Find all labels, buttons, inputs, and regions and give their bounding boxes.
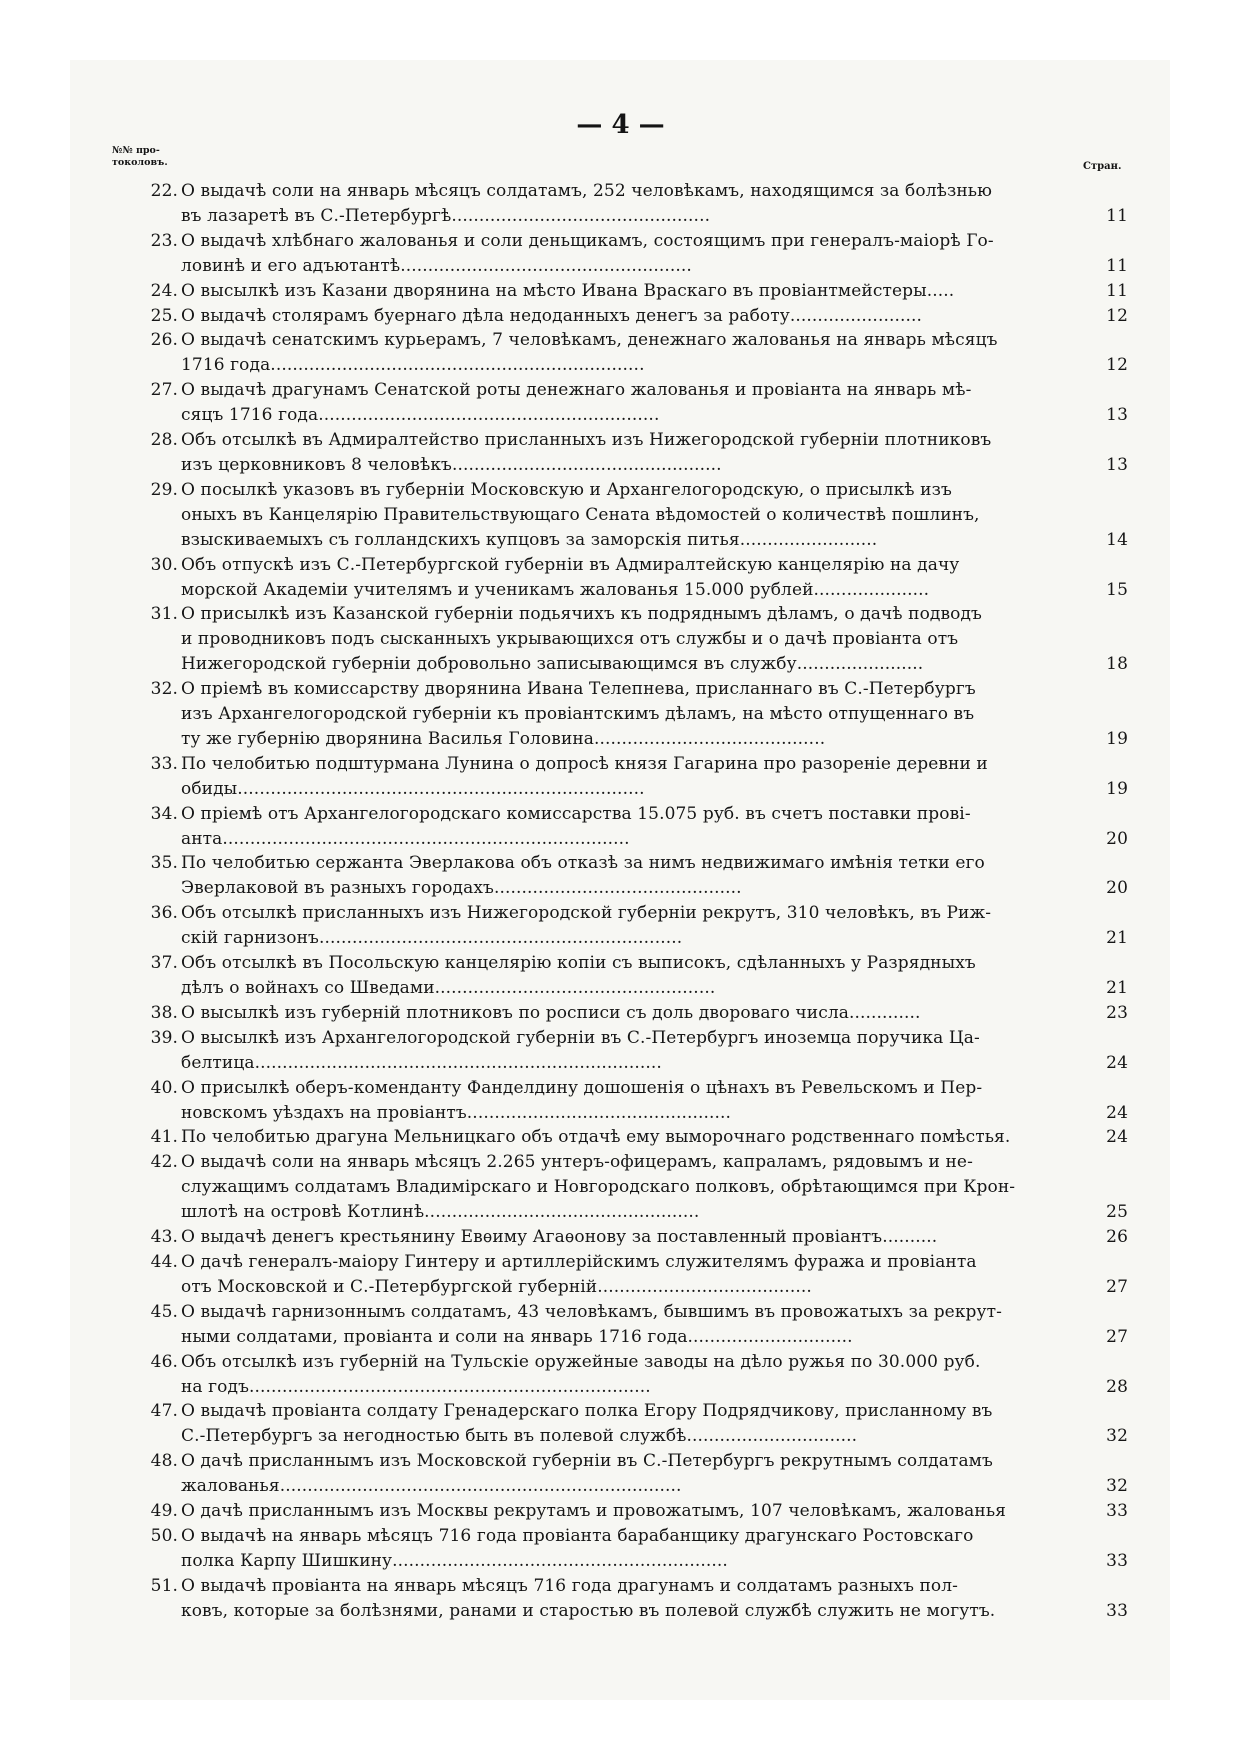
entry-title: О выдачѣ столярамъ буернаго дѣла недоданныхъ денегъ за работу........................ <box>181 305 922 326</box>
protocol-number: 31. <box>150 604 178 625</box>
protocol-number: 34. <box>150 803 178 824</box>
page-reference: 11 <box>1106 205 1128 226</box>
toc-entry <box>128 1076 1128 1126</box>
toc-entry <box>128 1449 1128 1499</box>
entry-title: О выдачѣ провiанта солдату Гренадерскаго полка Егору Подрядчикову, присланному въ С.-Петербургъ за негодностью быть въ полевой службѣ............................... <box>181 1401 993 1447</box>
toc-entry <box>128 1350 1128 1400</box>
page-reference: 21 <box>1106 928 1128 949</box>
page-reference: 13 <box>1106 405 1128 426</box>
page-reference: 24 <box>1106 1052 1128 1073</box>
page-column-header: Стран. <box>1083 161 1122 172</box>
toc-entry <box>128 1026 1128 1076</box>
page-reference: 21 <box>1106 978 1128 998</box>
page-number: — 4 — <box>576 110 665 140</box>
toc-entry <box>128 179 1128 229</box>
entry-title: О выдачѣ соли на январь мѣсяцъ 2.265 унтеръ-офицерамъ, капраламъ, рядовымъ и не- служащимъ солдатамъ Владимiрскаго и Новгородскаго полковъ, обрѣтающимся при Крон- шлотѣ на островѣ Котлинѣ.................................................. <box>181 1152 1016 1223</box>
page-reference: 23 <box>1106 1002 1128 1023</box>
page-reference: 11 <box>1106 280 1128 301</box>
protocol-number: 33. <box>150 753 178 774</box>
entry-title: О выдачѣ провiанта на январь мѣсяцъ 716 года драгунамъ и солдатамъ разныхъ пол- ковъ, которые за болѣзнями, ранами и старостью въ полевой службѣ служить не могутъ. <box>181 1575 996 1621</box>
protocol-number: 47. <box>150 1401 178 1422</box>
toc-entry <box>128 851 1128 901</box>
toc-entry <box>128 304 1128 329</box>
toc-entry <box>128 378 1128 428</box>
protocol-number: 50. <box>150 1525 178 1546</box>
page-reference: 15 <box>1106 579 1128 600</box>
page-reference: 12 <box>1106 305 1128 326</box>
toc-entry <box>128 1001 1128 1026</box>
toc-entry <box>128 802 1128 852</box>
entry-title: О высылкѣ изъ Архангелогородской губернiи въ С.-Петербургъ иноземца поручика Ца- белтица.......................................................................... <box>181 1027 980 1073</box>
entry-title: По челобитью драгуна Мельницкаго объ отдачѣ ему выморочнаго родственнаго помѣстья. <box>181 1127 1011 1148</box>
protocol-number: 48. <box>150 1451 178 1472</box>
entry-title: О выдачѣ хлѣбнаго жалованья и соли деньщикамъ, состоящимъ при генералъ-маiорѣ Го- ловинѣ и его адъютантѣ..................................................... <box>181 230 994 276</box>
protocol-number: 37. <box>150 953 178 974</box>
entry-title: О выдачѣ драгунамъ Сенатской роты денежнаго жалованья и провiанта на январь мѣ- сяцъ 1716 года.............................................................. <box>181 380 972 426</box>
entry-title: О выдачѣ соли на январь мѣсяцъ солдатамъ, 252 человѣкамъ, находящимся за болѣзнью въ лазаретѣ въ С.-Петербургѣ............................................... <box>181 181 993 226</box>
protocol-number: 44. <box>150 1251 178 1272</box>
page-reference: 13 <box>1106 454 1128 475</box>
toc-entry <box>128 602 1128 677</box>
toc-entry <box>128 752 1128 802</box>
page-reference: 19 <box>1106 728 1128 749</box>
protocol-number: 42. <box>150 1152 178 1173</box>
entry-title: О дачѣ генералъ-маiору Гинтеру и артиллерiйскимъ служителямъ фуража и провiанта отъ Московской и С.-Петербургской губернiй....................................... <box>181 1251 977 1297</box>
page-reference: 24 <box>1106 1102 1128 1123</box>
page-reference: 25 <box>1106 1202 1128 1223</box>
entry-title: О дачѣ присланнымъ изъ Московской губернiи въ С.-Петербургъ рекрутнымъ солдатамъ жалованья......................................................................... <box>181 1451 993 1497</box>
entry-title: По челобитью сержанта Эверлакова объ отказѣ за нимъ недвижимаго имѣнiя тетки его Эверлаковой въ разныхъ городахъ............................................. <box>181 853 985 899</box>
entry-title: О посылкѣ указовъ въ губернiи Московскую и Архангелогородскую, о присылкѣ изъ оныхъ въ Канцелярiю Правительствующаго Сената вѣдомостей о количествѣ пошлинъ, взыскиваемыхъ съ голландскихъ купцовъ за заморскiя питья......................... <box>181 479 980 550</box>
protocol-number: 36. <box>150 903 178 924</box>
entry-title: Объ отсылкѣ въ Адмиралтейство присланныхъ изъ Нижегородской губернiи плотниковъ изъ церковниковъ 8 человѣкъ................................................. <box>181 430 992 475</box>
protocol-number: 40. <box>150 1077 178 1098</box>
page-reference: 11 <box>1106 255 1128 276</box>
toc-entry <box>128 229 1128 279</box>
toc-entry <box>128 1125 1128 1150</box>
entry-title: Объ отсылкѣ присланныхъ изъ Нижегородской губернiи рекрутъ, 310 человѣкъ, въ Риж- скiй гарнизонъ.................................................................. <box>181 903 992 949</box>
page-reference: 33 <box>1106 1501 1128 1522</box>
entry-title: Объ отпускѣ изъ С.-Петербургской губернiи въ Адмиралтейскую канцелярiю на дачу морской Академiи учителямъ и ученикамъ жалованья 15.000 рублей..................... <box>181 554 960 600</box>
page-reference: 26 <box>1106 1227 1128 1248</box>
page-reference: 14 <box>1106 529 1128 550</box>
page-reference: 20 <box>1106 878 1128 899</box>
page-reference: 28 <box>1106 1376 1128 1397</box>
protocol-number: 30. <box>150 554 178 575</box>
protocol-number: 26. <box>150 330 178 351</box>
page-reference: 33 <box>1106 1550 1128 1571</box>
toc-entry <box>128 478 1128 553</box>
toc-entry <box>128 1499 1128 1524</box>
toc-entry <box>128 1225 1128 1250</box>
protocol-number: 51. <box>150 1575 178 1596</box>
entry-title: По челобитью подштурмана Лунина о допросѣ князя Гагарина про разоренiе деревни и обиды.......................................................................... <box>181 753 988 799</box>
page-reference: 12 <box>1106 355 1128 376</box>
toc-entry <box>128 1399 1128 1449</box>
table-of-contents <box>128 179 1128 1624</box>
protocol-number: 29. <box>150 479 178 500</box>
protocol-number: 35. <box>150 853 178 874</box>
page-reference: 27 <box>1106 1326 1128 1347</box>
page-reference: 27 <box>1106 1276 1128 1297</box>
entry-title: О прiемѣ отъ Архангелогородскаго комиссарства 15.075 руб. въ счетъ поставки провi- анта.......................................................................... <box>181 803 971 849</box>
entry-title: О присылкѣ оберъ-коменданту Фанделдину дошошенiя о цѣнахъ въ Ревельскомъ и Пер- новскомъ уѣздахъ на провiантъ................................................ <box>181 1077 983 1123</box>
toc-entry <box>128 328 1128 378</box>
protocol-number: 46. <box>150 1351 178 1372</box>
protocol-number: 27. <box>150 380 178 401</box>
toc-entry <box>128 428 1128 478</box>
toc-entry <box>128 901 1128 951</box>
entry-title: О прiемѣ въ комиссарству дворянина Ивана Телепнева, присланнаго въ С.-Петербургъ изъ Архангелогородской губернiи къ провiантскимъ дѣламъ, на мѣсто отпущеннаго въ ту же губернiю дворянина Василья Головина.......................................... <box>181 679 976 749</box>
page-reference: 19 <box>1106 778 1128 799</box>
page-reference: 32 <box>1106 1426 1128 1447</box>
page-reference: 33 <box>1106 1600 1128 1621</box>
protocol-number: 22. <box>150 181 178 201</box>
page-reference: 20 <box>1106 828 1128 849</box>
entry-title: О присылкѣ изъ Казанской губернiи подьячихъ къ подряднымъ дѣламъ, о дачѣ подводъ и проводниковъ подъ сысканныхъ укрывающихся отъ службы и о дачѣ провiанта отъ Нижегородской губернiи добровольно записывающимся въ службу....................... <box>181 604 982 675</box>
toc-entry <box>128 553 1128 603</box>
entry-title: Объ отсылкѣ изъ губернiй на Тульскiе оружейные заводы на дѣло ружья по 30.000 руб. на годъ......................................................................... <box>181 1351 981 1397</box>
toc-entry <box>128 1574 1128 1624</box>
protocol-number: 38. <box>150 1002 178 1023</box>
toc-entry <box>128 1524 1128 1574</box>
toc-entry <box>128 1300 1128 1350</box>
entry-title: О выдачѣ гарнизоннымъ солдатамъ, 43 человѣкамъ, бывшимъ въ провожатыхъ за рекрут- ными солдатами, провiанта и соли на январь 1716 года.............................. <box>181 1301 1002 1347</box>
protocol-number-column-header: №№ про- токоловъ. <box>112 145 168 168</box>
protocol-number: 41. <box>150 1127 178 1148</box>
entry-title: О высылкѣ изъ Казани дворянина на мѣсто Ивана Враскаго въ провiантмейстеры..... <box>181 280 955 301</box>
protocol-number: 32. <box>150 679 178 700</box>
protocol-number: 24. <box>150 280 178 301</box>
toc-entry <box>128 677 1128 752</box>
toc-entry <box>128 1150 1128 1225</box>
toc-entry <box>128 951 1128 1001</box>
entry-title: Объ отсылкѣ въ Посольскую канцелярiю копiи съ выписокъ, сдѣланныхъ у Разрядныхъ дѣлъ о войнахъ со Шведами................................................... <box>181 953 976 998</box>
toc-entry <box>128 279 1128 304</box>
toc-entry <box>128 1250 1128 1300</box>
entry-title: О выдачѣ сенатскимъ курьерамъ, 7 человѣкамъ, денежнаго жалованья на январь мѣсяцъ 1716 года.................................................................... <box>181 330 998 376</box>
page-reference: 24 <box>1106 1127 1128 1148</box>
page-reference: 18 <box>1106 654 1128 675</box>
entry-title: О высылкѣ изъ губернiй плотниковъ по росписи съ доль двороваго числа............. <box>181 1002 921 1023</box>
page-reference: 32 <box>1106 1476 1128 1497</box>
protocol-number: 28. <box>150 430 178 451</box>
entry-title: О дачѣ присланнымъ изъ Москвы рекрутамъ и провожатымъ, 107 человѣкамъ, жалованья <box>181 1501 1007 1522</box>
protocol-number: 23. <box>150 230 178 251</box>
entry-title: О выдачѣ денегъ крестьянину Евѳиму Агаѳонову за поставленный провiантъ.......... <box>181 1227 938 1248</box>
protocol-number: 49. <box>150 1501 178 1522</box>
protocol-number: 25. <box>150 305 178 326</box>
protocol-number: 45. <box>150 1301 178 1322</box>
protocol-number: 43. <box>150 1227 178 1248</box>
protocol-number: 39. <box>150 1027 178 1048</box>
entry-title: О выдачѣ на январь мѣсяцъ 716 года провiанта барабанщику драгунскаго Ростовскаго полка Карпу Шишкину............................................................. <box>181 1525 974 1571</box>
